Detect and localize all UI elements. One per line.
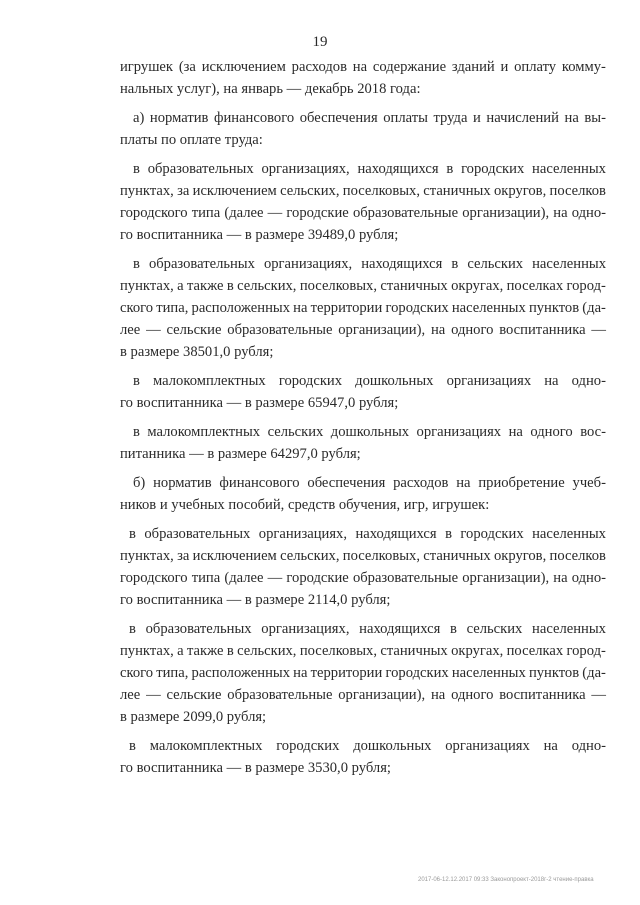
- word: в: [133, 373, 140, 389]
- word: образовательных: [144, 526, 251, 542]
- word: поселковых,: [299, 278, 377, 294]
- word: на: [293, 665, 308, 681]
- word: размере: [255, 395, 308, 411]
- word: населенных: [451, 300, 526, 316]
- paragraph-continuation: [120, 56, 606, 100]
- word: 39489,0: [307, 227, 359, 243]
- word: 2099,0: [183, 709, 227, 725]
- word: в: [244, 227, 256, 243]
- word: 2114,0: [307, 592, 352, 608]
- word: на: [508, 424, 523, 440]
- word: за: [177, 548, 190, 564]
- paragraph-urban-materials: [120, 523, 606, 611]
- word: январь: [241, 81, 287, 97]
- word: находящихся: [357, 161, 439, 177]
- word: дошкольных: [355, 373, 434, 389]
- word: декабрь: [304, 81, 358, 97]
- word: образовательных: [145, 621, 252, 637]
- word: норматив: [149, 110, 209, 126]
- word: размере: [255, 227, 308, 243]
- word: организациях: [416, 424, 502, 440]
- word: размере: [130, 344, 184, 360]
- word: сельских: [467, 256, 524, 272]
- word: в: [244, 592, 256, 608]
- word: округов,: [493, 183, 547, 199]
- word: поселках: [506, 278, 564, 294]
- word: 3530,0: [307, 760, 352, 776]
- word: рубля;: [226, 709, 267, 725]
- text-line: [120, 129, 606, 151]
- word: в: [129, 621, 136, 637]
- text-line: [120, 706, 606, 728]
- word: на: [553, 570, 568, 586]
- word: финансового: [214, 110, 295, 126]
- word: малокомплектных: [147, 424, 261, 440]
- text-line: [120, 684, 606, 706]
- word: размере: [130, 709, 184, 725]
- text-line: [120, 443, 606, 465]
- word: и: [159, 497, 172, 513]
- word: городских: [278, 373, 343, 389]
- word: одного: [530, 424, 573, 440]
- word: территории: [310, 665, 383, 681]
- text-line: [120, 567, 606, 589]
- document-body: [120, 56, 606, 779]
- word: приобретение: [478, 475, 565, 491]
- word: в: [129, 526, 136, 542]
- word: пособий,: [228, 497, 288, 513]
- word: городские: [286, 570, 349, 586]
- word: обеспечения: [307, 475, 386, 491]
- word: на: [456, 475, 471, 491]
- word: на: [223, 81, 242, 97]
- word: сельских,: [280, 183, 340, 199]
- word: труда: [433, 110, 468, 126]
- word: (за: [178, 59, 196, 75]
- word: (да-: [582, 665, 606, 681]
- word: и: [473, 110, 481, 126]
- word: в: [120, 709, 131, 725]
- text-line: [120, 297, 606, 319]
- word: игрушек:: [432, 497, 490, 513]
- word: расположенных: [191, 300, 290, 316]
- word: —: [226, 227, 245, 243]
- word: в: [226, 278, 234, 294]
- word: учебных: [171, 497, 229, 513]
- word: находящихся: [359, 621, 441, 637]
- word: организации),: [462, 570, 550, 586]
- text-line: [120, 319, 606, 341]
- word: рубля;: [321, 446, 361, 462]
- word: зданий: [451, 59, 495, 75]
- word: одного: [451, 322, 494, 338]
- paragraph-item-a: [120, 107, 606, 151]
- word: ников: [120, 497, 160, 513]
- word: средств: [287, 497, 339, 513]
- word: рубля;: [234, 344, 274, 360]
- word: расходов: [291, 59, 347, 75]
- word: ского: [120, 300, 154, 316]
- text-line: [120, 180, 606, 202]
- word: типа,: [156, 300, 189, 316]
- text-line: [120, 275, 606, 297]
- word: —: [146, 687, 161, 703]
- word: нальных: [120, 81, 177, 97]
- word: обеспечения: [299, 110, 378, 126]
- text-line: [120, 589, 606, 611]
- word: и: [500, 59, 509, 75]
- word: —: [226, 760, 245, 776]
- word: —: [591, 322, 606, 338]
- word: в: [451, 256, 459, 272]
- word: в: [446, 161, 454, 177]
- word: оплаты: [383, 110, 428, 126]
- word: расходов: [393, 475, 449, 491]
- word: 2018: [357, 81, 391, 97]
- text-line: [120, 158, 606, 180]
- word: населенных: [532, 161, 606, 177]
- word: а: [177, 643, 184, 659]
- word: комму-: [561, 59, 606, 75]
- word: воспитанника: [499, 687, 586, 703]
- paragraph-small-urban-materials: [120, 735, 606, 779]
- word: на: [430, 322, 446, 338]
- word: —: [267, 205, 283, 221]
- word: организации),: [338, 687, 426, 703]
- word: оплате: [179, 132, 225, 148]
- text-line: [120, 253, 606, 275]
- word: на: [352, 59, 368, 75]
- text-line: [120, 545, 606, 567]
- word: —: [267, 570, 283, 586]
- paragraph-urban-labor: [120, 158, 606, 246]
- paragraph-item-b: [120, 472, 606, 516]
- word: рубля;: [351, 592, 391, 608]
- word: го: [120, 592, 137, 608]
- text-line: [120, 421, 606, 443]
- word: в: [445, 526, 452, 542]
- word: типа,: [156, 665, 189, 681]
- word: в: [129, 738, 136, 754]
- word: лее: [120, 322, 141, 338]
- text-line: [120, 78, 606, 100]
- word: поселках: [506, 643, 564, 659]
- word: городских: [276, 738, 340, 754]
- word: в: [244, 760, 256, 776]
- word: воспитанника: [499, 322, 586, 338]
- word: образовательные: [227, 687, 333, 703]
- word: на: [553, 205, 568, 221]
- word: —: [226, 592, 245, 608]
- text-line: [120, 224, 606, 246]
- word: —: [286, 81, 305, 97]
- word: поселковых,: [342, 548, 420, 564]
- word: образовательные: [352, 570, 459, 586]
- word: рубля;: [358, 227, 399, 243]
- word: пунктах,: [120, 548, 174, 564]
- word: пунктах,: [120, 183, 174, 199]
- word: поселковых,: [342, 183, 420, 199]
- word: городских: [385, 665, 449, 681]
- word: воспитанника: [136, 592, 227, 608]
- paragraph-rural-materials: [120, 618, 606, 728]
- text-line: [120, 735, 606, 757]
- word: организациях,: [261, 621, 350, 637]
- word: обучения,: [338, 497, 404, 513]
- word: —: [591, 687, 606, 703]
- word: организациях: [446, 373, 532, 389]
- word: поселковых,: [299, 643, 377, 659]
- text-line: [120, 370, 606, 392]
- word: на: [430, 687, 446, 703]
- word: оплату: [514, 59, 557, 75]
- word: одно-: [571, 373, 606, 389]
- paragraph-small-rural-labor: [120, 421, 606, 465]
- paragraph-rural-labor: [120, 253, 606, 363]
- word: —: [146, 322, 161, 338]
- word: населенных: [532, 621, 606, 637]
- word: вос-: [580, 424, 606, 440]
- word: одно-: [571, 205, 606, 221]
- word: станичных: [380, 278, 448, 294]
- word: городские: [286, 205, 349, 221]
- word: находящихся: [355, 526, 437, 542]
- word: малокомплектных: [149, 738, 263, 754]
- word: городского: [120, 570, 188, 586]
- text-line: [120, 618, 606, 640]
- word: округах,: [451, 643, 504, 659]
- text-line: [120, 56, 606, 78]
- word: городских: [460, 526, 524, 542]
- text-line: [120, 494, 606, 516]
- word: пунктах,: [120, 278, 174, 294]
- word: образовательных: [147, 161, 254, 177]
- word: территории: [310, 300, 383, 316]
- word: станичных: [380, 643, 448, 659]
- word: одно-: [571, 570, 606, 586]
- word: за: [177, 183, 190, 199]
- word: сельских: [267, 424, 324, 440]
- word: станичных: [423, 548, 491, 564]
- word: —: [189, 446, 208, 462]
- word: образовательные: [352, 205, 459, 221]
- word: сельские: [166, 687, 222, 703]
- word: норматив: [153, 475, 212, 491]
- page-number: 19: [312, 34, 328, 50]
- word: находящихся: [361, 256, 443, 272]
- word: малокомплектных: [153, 373, 266, 389]
- word: го: [120, 227, 137, 243]
- word: в: [133, 161, 140, 177]
- paragraph-small-urban-labor: [120, 370, 606, 414]
- word: в: [120, 344, 131, 360]
- word: начислений: [486, 110, 559, 126]
- word: 64297,0: [270, 446, 322, 462]
- word: населенных: [532, 526, 606, 542]
- word: сельских: [466, 621, 523, 637]
- word: сельских,: [237, 278, 297, 294]
- word: населенных: [532, 256, 606, 272]
- text-line: [120, 640, 606, 662]
- word: городских: [385, 300, 449, 316]
- word: в: [133, 424, 140, 440]
- word: округов,: [493, 548, 547, 564]
- word: город-: [566, 643, 606, 659]
- text-line: [120, 341, 606, 363]
- word: размере: [255, 592, 308, 608]
- footer-print-stamp: 2017-06-12.12.2017 09:33 Законопроект-2018г-2 чтение-правка: [418, 877, 594, 883]
- word: (далее: [224, 205, 264, 221]
- word: размере: [217, 446, 271, 462]
- word: сельские: [166, 322, 222, 338]
- word: организациях: [445, 738, 530, 754]
- word: одного: [451, 687, 494, 703]
- word: округах,: [451, 278, 504, 294]
- word: рубля;: [358, 395, 399, 411]
- word: городского: [120, 205, 188, 221]
- word: (да-: [582, 300, 606, 316]
- word: населенных: [451, 665, 526, 681]
- word: по: [161, 132, 180, 148]
- word: воспитанника: [136, 760, 227, 776]
- word: пунктов: [528, 665, 580, 681]
- word: исключением: [192, 548, 277, 564]
- word: организации),: [462, 205, 550, 221]
- word: поселков: [549, 183, 606, 199]
- word: 38501,0: [183, 344, 235, 360]
- word: расположенных: [191, 665, 290, 681]
- word: типа: [191, 570, 221, 586]
- word: на: [543, 738, 558, 754]
- word: игр,: [403, 497, 433, 513]
- text-line: [120, 523, 606, 545]
- word: воспитанника: [136, 227, 227, 243]
- word: в: [207, 446, 218, 462]
- word: —: [226, 395, 245, 411]
- word: в: [133, 256, 140, 272]
- word: труда:: [224, 132, 263, 148]
- word: ского: [120, 665, 154, 681]
- word: организациях,: [261, 161, 350, 177]
- text-line: [120, 757, 606, 779]
- word: образовательных: [148, 256, 255, 272]
- text-line: [120, 472, 606, 494]
- text-line: [120, 202, 606, 224]
- word: на: [544, 373, 559, 389]
- word: образовательные: [227, 322, 333, 338]
- word: организации),: [338, 322, 426, 338]
- word: игрушек: [120, 59, 174, 75]
- word: (далее: [224, 570, 264, 586]
- word: вы-: [584, 110, 606, 126]
- word: а: [177, 278, 184, 294]
- word: типа: [191, 205, 221, 221]
- word: исключением: [192, 183, 277, 199]
- word: платы: [120, 132, 162, 148]
- word: а): [133, 110, 145, 126]
- word: пунктах,: [120, 643, 174, 659]
- text-line: [120, 662, 606, 684]
- word: лее: [120, 687, 141, 703]
- word: 65947,0: [307, 395, 359, 411]
- word: финансового: [219, 475, 300, 491]
- word: рубля;: [351, 760, 391, 776]
- word: город-: [566, 278, 606, 294]
- word: одно-: [571, 738, 606, 754]
- word: на: [564, 110, 579, 126]
- word: питанника: [120, 446, 190, 462]
- word: исключением: [201, 59, 286, 75]
- word: на: [293, 300, 308, 316]
- word: воспитанника: [136, 395, 227, 411]
- word: учеб-: [572, 475, 606, 491]
- word: дошкольных: [353, 738, 432, 754]
- word: станичных: [423, 183, 491, 199]
- word: городских: [461, 161, 525, 177]
- word: размере: [255, 760, 308, 776]
- text-line: [120, 392, 606, 414]
- word: организациях,: [258, 526, 347, 542]
- word: в: [244, 395, 256, 411]
- text-line: [120, 107, 606, 129]
- word: го: [120, 760, 137, 776]
- word: дошкольных: [330, 424, 410, 440]
- word: в: [450, 621, 457, 637]
- word: организациях,: [263, 256, 353, 272]
- word: б): [133, 475, 146, 491]
- word: года:: [390, 81, 421, 97]
- word: сельских,: [237, 643, 297, 659]
- word: сельских,: [280, 548, 340, 564]
- word: поселков: [549, 548, 606, 564]
- word: также: [186, 643, 224, 659]
- word: содержание: [372, 59, 447, 75]
- word: также: [186, 278, 224, 294]
- word: пунктов: [528, 300, 580, 316]
- word: в: [226, 643, 234, 659]
- word: го: [120, 395, 137, 411]
- word: услуг),: [176, 81, 224, 97]
